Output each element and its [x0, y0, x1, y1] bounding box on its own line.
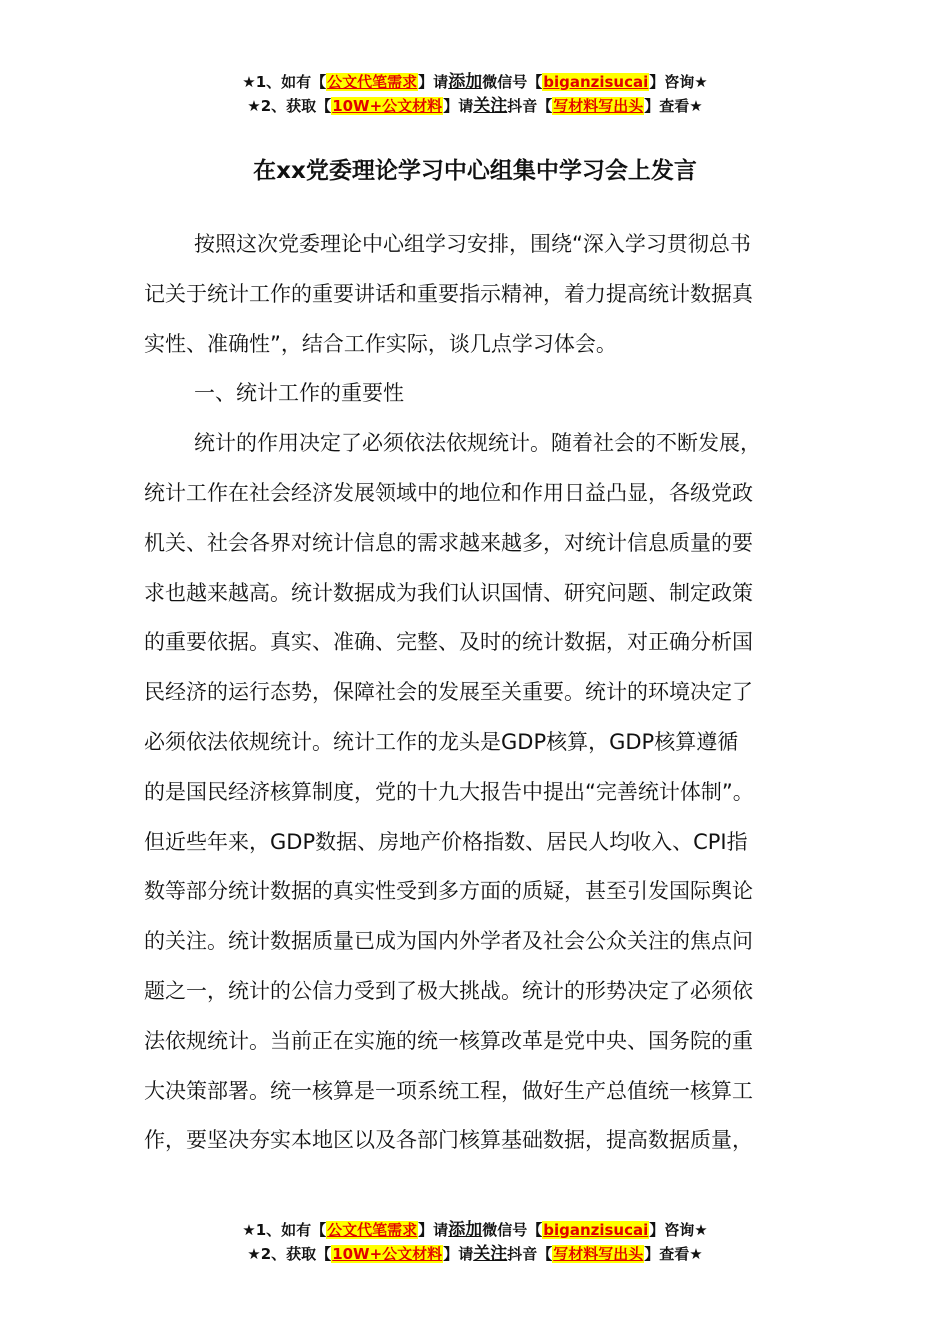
wechat-id: biganzisucai	[543, 1221, 649, 1239]
douyin-id: 写材料写出头	[553, 1245, 644, 1263]
document-body	[144, 222, 824, 1168]
highlight: 10W+公文材料	[332, 97, 443, 115]
highlight: 公文代笔需求	[327, 1221, 418, 1239]
promo-header	[0, 70, 950, 118]
document-title: 在xx党委理论学习中心组集中学习会上发言	[253, 158, 697, 184]
text-line: 民经济的运行态势，保障社会的发展至关重要。统计的环境决定了	[144, 680, 753, 705]
highlight: 公文代笔需求	[327, 73, 418, 91]
text-line: 的关注。统计数据质量已成为国内外学者及社会公众关注的焦点问	[144, 929, 753, 954]
douyin-id: 写材料写出头	[553, 97, 644, 115]
promo-line-2: ★2、获取【10W+公文材料】请关注抖音【写材料写出头】查看★	[247, 1244, 703, 1264]
text-line: 求也越来越高。统计数据成为我们认识国情、研究问题、制定政策	[144, 580, 753, 605]
text-line: 题之一，统计的公信力受到了极大挑战。统计的形势决定了必须依	[144, 978, 753, 1003]
text-line: 统计的作用决定了必须依法依规统计。随着社会的不断发展，	[194, 431, 761, 456]
text-line: 记关于统计工作的重要讲话和重要指示精神，着力提高统计数据真	[144, 281, 753, 306]
text-line: 机关、社会各界对统计信息的需求越来越多，对统计信息质量的要	[144, 530, 753, 555]
text-line: 实性、准确性”，结合工作实际，谈几点学习体会。	[144, 331, 617, 356]
promo-footer	[0, 1218, 950, 1266]
promo-line-2: ★2、获取【10W+公文材料】请关注抖音【写材料写出头】查看★	[247, 96, 703, 116]
text-line: 作，要坚决夯实本地区以及各部门核算基础数据，提高数据质量，	[144, 1128, 753, 1153]
text-line: 的是国民经济核算制度，党的十九大报告中提出“完善统计体制”。	[144, 779, 754, 804]
highlight: 10W+公文材料	[332, 1245, 443, 1263]
text-line: 一、统计工作的重要性	[194, 381, 404, 406]
promo-line-1: ★1、如有【公文代笔需求】请添加微信号【biganzisucai】咨询★	[242, 72, 708, 92]
text-line: 的重要依据。真实、准确、完整、及时的统计数据，对正确分析国	[144, 630, 753, 655]
text-line: 数等部分统计数据的真实性受到多方面的质疑，甚至引发国际舆论	[144, 879, 753, 904]
text-line: 必须依法依规统计。统计工作的龙头是GDP核算，GDP核算遵循	[144, 729, 739, 754]
text-line: 大决策部署。统一核算是一项系统工程，做好生产总值统一核算工	[144, 1078, 753, 1103]
text-line: 按照这次党委理论中心组学习安排，围绕“深入学习贯彻总书	[194, 232, 751, 256]
promo-line-1: ★1、如有【公文代笔需求】请添加微信号【biganzisucai】咨询★	[242, 1220, 708, 1240]
text-line: 统计工作在社会经济发展领域中的地位和作用日益凸显，各级党政	[144, 480, 753, 505]
text-line: 法依规统计。当前正在实施的统一核算改革是党中央、国务院的重	[144, 1028, 753, 1053]
wechat-id: biganzisucai	[543, 73, 649, 91]
text-line: 但近些年来，GDP数据、房地产价格指数、居民人均收入、CPI指	[144, 829, 748, 854]
